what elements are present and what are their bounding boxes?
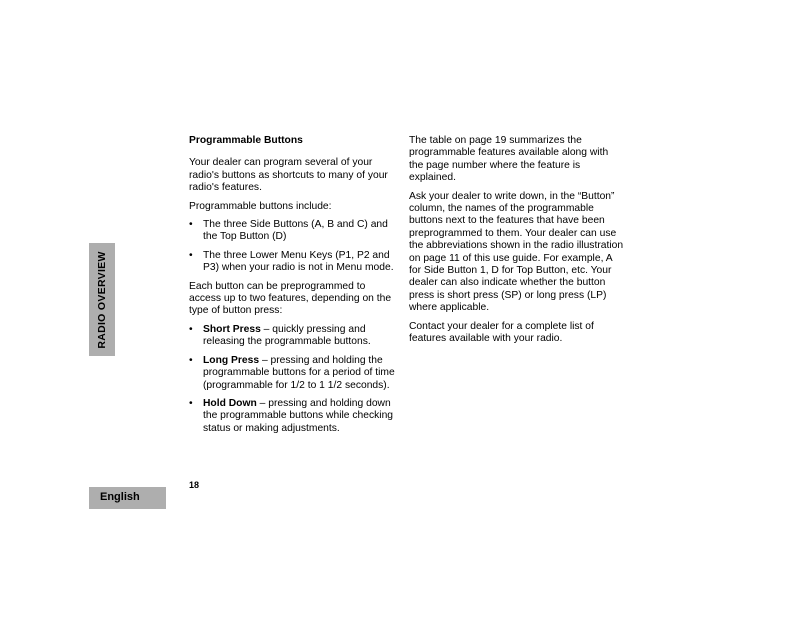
list-item-long-press (189, 355, 397, 392)
intro-paragraph: Your dealer can program several of your radio's buttons as shortcuts to many of your radio's features. (189, 157, 388, 194)
language-tab-label: English (100, 491, 140, 503)
section-tab-label: RADIO OVERVIEW (96, 250, 108, 349)
language-tab (89, 487, 166, 509)
list-intro-paragraph: Programmable buttons include: (189, 200, 332, 212)
dealer-instructions-paragraph: Ask your dealer to write down, in the “Button” column, the names of the programmable buttons next to the features that have been preprogrammed to them. Your dealer can use the abbreviations shown in the radio illustration on page 11 of this use guide. For example, A for Side Button 1, D for Top Button, etc. Your dealer can also indicate whether the button press is short press (SP) or long press (LP) where applicable. (409, 190, 624, 314)
left-column (189, 135, 397, 441)
term-hold-down: Hold Down (203, 397, 257, 409)
press-types-paragraph: Each button can be preprogrammed to access up to two features, depending on the type of button press: (189, 280, 392, 317)
term-long-press: Long Press (203, 354, 260, 366)
section-tab (89, 243, 115, 356)
desc-long-press: – pressing and holding the programmable buttons for a period of time (programmable for 1/2 to 1 1/2 seconds). (203, 354, 395, 391)
term-short-press: Short Press (203, 323, 261, 335)
right-column (409, 135, 624, 352)
list-item: • The three Lower Menu Keys (P1, P2 and P3) when your radio is not in Menu mode. (189, 250, 397, 275)
list-item-short-press (189, 324, 397, 349)
table-summary-paragraph: The table on page 19 summarizes the programmable features available along with the page number where the feature is explained. (409, 135, 609, 184)
page-number: 18 (189, 480, 200, 490)
desc-hold-down: – pressing and holding down the programmable buttons while checking status or making adjustments. (203, 397, 394, 434)
section-heading: Programmable Buttons (189, 135, 303, 146)
list-item-hold-down (189, 398, 397, 435)
desc-short-press: – quickly pressing and releasing the programmable buttons. (203, 323, 371, 348)
contact-dealer-paragraph: Contact your dealer for a complete list of features available with your radio. (409, 320, 594, 345)
list-item: • The three Side Buttons (A, B and C) and the Top Button (D) (189, 219, 397, 244)
